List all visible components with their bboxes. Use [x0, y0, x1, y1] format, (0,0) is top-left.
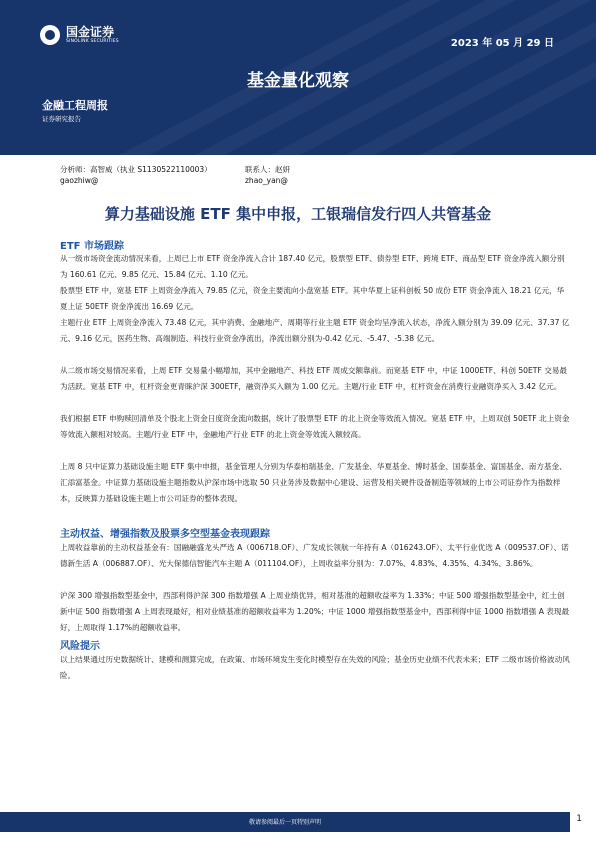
paragraph: 从一级市场资金流动情况来看，上周已上市 ETF 资金净流入合计 187.40 亿元，股票型 ETF、债券型 ETF、跨境 ETF、商品型 ETF 资金净流入额分别为 160.61 亿元、9.85 亿元、15.84 亿元、1.10 亿元。 — [60, 254, 565, 279]
contact-name: 联系人：赵妍 — [245, 165, 290, 174]
paragraph: 以上结果通过历史数据统计、建模和测算完成，在政策、市场环境发生变化时模型存在失效的风险；基金历史业绩不代表未来；ETF 二级市场价格波动风险。 — [60, 655, 570, 680]
section-title-active-equity: 主动权益、增强指数及股票多空型基金表现跟踪 — [60, 529, 270, 540]
report-type: 金融工程周报 — [42, 99, 108, 112]
report-date: 2023 年 05 月 29 日 — [450, 38, 554, 49]
paragraph: 我们根据 ETF 申购赎回清单及个股北上资金日度资金流向数据，统计了股票型 ETF 的北上资金等效流入情况。宽基 ETF 中，上周双创 50ETF 北上资金等效流入额相对较高。主题/行业 ETF 中，金融地产行业 ETF 的北上资金等效流入额较高。 — [60, 414, 570, 439]
paragraph: 沪深 300 增强指数型基金中，西部利得沪深 300 指数增强 A 上周业绩优异，相对基准的超额收益率为 1.33%；中证 500 增强指数型基金中，红土创新中证 500 指数增强 A 上周表现最好，相对业绩基准的超额收益率为 1.20%；中证 1000 增强指数型基金中，西部利得中证 1000 指数增强 A 表现最好，上周取得 1.17%的超额收益率。 — [60, 591, 570, 632]
report-series-title: 基金量化观察 — [247, 71, 349, 91]
paragraph: 股票型 ETF 中，宽基 ETF 上周资金净流入 79.85 亿元，资金主要流向小盘宽基 ETF。其中华夏上证科创板 50 成份 ETF 资金净流入 18.21 亿元，华夏上证 50ETF 资金净流出 16.69 亿元。 — [60, 286, 565, 311]
paragraph: 主题行业 ETF 上周资金净流入 73.48 亿元，其中消费、金融地产、周期等行业主题 ETF 资金均呈净流入状态，净流入额分别为 39.09 亿元、37.37 亿元、9.16 亿元，医药生物、高端制造、科技行业资金净流出，净流出额分别为-0.42 亿元、-5.47、-5.38 亿元。 — [60, 318, 570, 343]
footer-disclaimer[interactable]: 敬请参阅最后一页特别声明 — [248, 819, 321, 826]
section-title-risk: 风险提示 — [60, 641, 100, 652]
paragraph: 上周收益靠前的主动权益基金有：国融融盛龙头严选 A（006718.OF）、广发成长领航一年持有 A（016243.OF）、太平行业优选 A（009537.OF）、诺德新生活 A（006887.OF）、光大保德信智能汽车主题 A（011104.OF），上周收益率分别为：7.07%、4.83%、4.35%、4.34%、3.86%。 — [60, 543, 569, 568]
logo-name-en: SINOLINK SECURITIES — [66, 38, 119, 44]
report-headline: 算力基础设施 ETF 集中申报，工银瑞信发行四人共管基金 — [104, 205, 492, 223]
logo-icon — [40, 25, 60, 45]
page-number: 1 — [576, 814, 582, 824]
contact-email: zhao_yan@ — [245, 176, 288, 185]
logo-name-cn: 国金证券 — [66, 24, 115, 39]
company-logo — [40, 25, 119, 45]
analyst-email: gaozhiw@ — [60, 176, 99, 185]
section-title-etf: ETF 市场跟踪 — [60, 241, 124, 252]
analyst-name: 分析师：高智威（执业 S1130522110003） — [60, 165, 212, 174]
paragraph: 从二级市场交易情况来看，上周 ETF 交易量小幅增加，其中金融地产、科技 ETF 周成交额靠前。而宽基 ETF 中，中证 1000ETF、科创 50ETF 交易最为活跃。宽基 ETF 中，杠杆资金更青睐沪深 300ETF，融资净买入额为 1.00 亿元。主题/行业 ETF 中，杠杆资金在消费行业融资净买入 3.42 亿元。 — [60, 366, 568, 391]
report-subtype: 证券研究报告 — [42, 115, 81, 123]
report-header-banner — [0, 0, 596, 155]
paragraph: 上周 8 只中证算力基础设施主题 ETF 集中申报，基金管理人分别为华泰柏瑞基金、广发基金、华夏基金、博时基金、国泰基金、富国基金、南方基金、汇添富基金。中证算力基础设施主题指数从沪深市场中选取 50 只业务涉及数据中心建设、运营及相关硬件设备制造等领域的上市公司证券作为指数样本，反映算力基础设施主题上市公司证券的整体表现。 — [60, 462, 567, 503]
